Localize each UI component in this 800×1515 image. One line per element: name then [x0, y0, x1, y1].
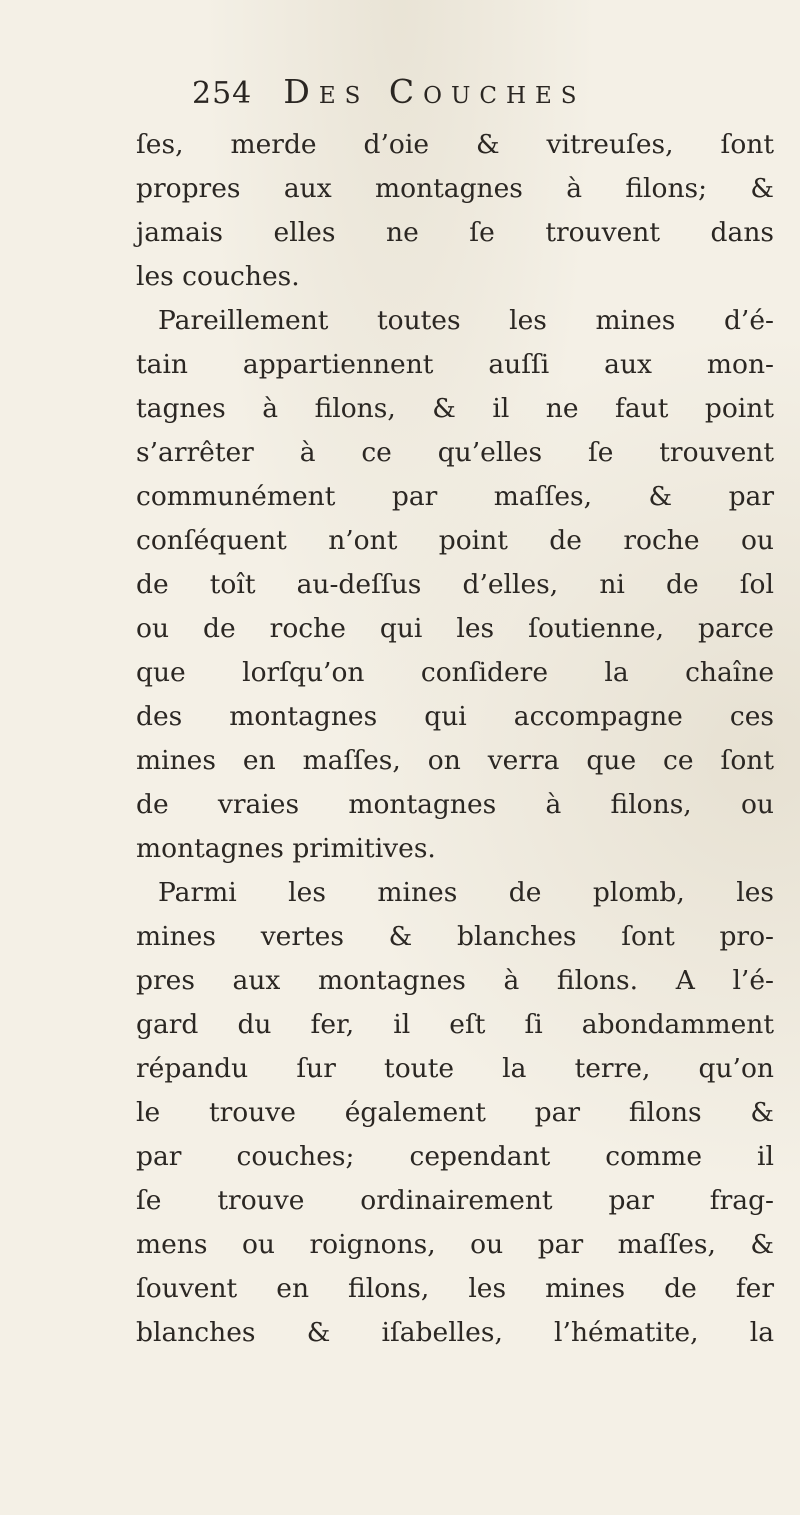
text-line: ſouvent en filons, les mines de fer: [136, 1273, 774, 1304]
page-header: [192, 72, 586, 111]
text-line: le trouve également par filons &: [136, 1097, 774, 1128]
body-text: [136, 123, 774, 1355]
text-line: répandu ſur toute la terre, qu’on: [136, 1053, 774, 1084]
text-line: Parmi les mines de plomb, les: [158, 877, 774, 908]
text-line: gard du fer, il eſt ſi abondamment: [136, 1009, 774, 1040]
running-title: Des Couches: [283, 72, 586, 111]
text-line: tain appartiennent auſſi aux mon-: [136, 349, 774, 380]
text-line: conſéquent n’ont point de roche ou: [136, 525, 774, 556]
text-line: mines en maſſes, on verra que ce ſont: [136, 745, 774, 776]
text-line: ſes, merde d’oie & vitreuſes, ſont: [136, 129, 774, 160]
page-number: 254: [192, 76, 253, 111]
text-line: mines vertes & blanches ſont pro-: [136, 921, 774, 952]
text-line: des montagnes qui accompagne ces: [136, 701, 774, 732]
text-line: mens ou roignons, ou par maſſes, &: [136, 1229, 774, 1260]
text-line: les couches.: [136, 261, 300, 292]
text-line: tagnes à filons, & il ne faut point: [136, 393, 774, 424]
text-line: par couches; cependant comme il: [136, 1141, 774, 1172]
text-line: s’arrêter à ce qu’elles ſe trouvent: [136, 437, 774, 468]
text-line: de toît au-deſſus d’elles, ni de ſol: [136, 569, 774, 600]
text-line: ou de roche qui les ſoutienne, parce: [136, 613, 774, 644]
text-line: blanches & iſabelles, l’hématite, la: [136, 1317, 774, 1348]
text-line: pres aux montagnes à filons. A l’é-: [136, 965, 774, 996]
text-line: ſe trouve ordinairement par frag-: [136, 1185, 774, 1216]
text-line: que lorſqu’on conſidere la chaîne: [136, 657, 774, 688]
text-line: Pareillement toutes les mines d’é-: [158, 305, 774, 336]
text-line: jamais elles ne ſe trouvent dans: [136, 217, 774, 248]
text-line: communément par maſſes, & par: [136, 481, 774, 512]
text-line: de vraies montagnes à filons, ou: [136, 789, 774, 820]
text-line: propres aux montagnes à filons; &: [136, 173, 774, 204]
text-line: montagnes primitives.: [136, 833, 436, 864]
